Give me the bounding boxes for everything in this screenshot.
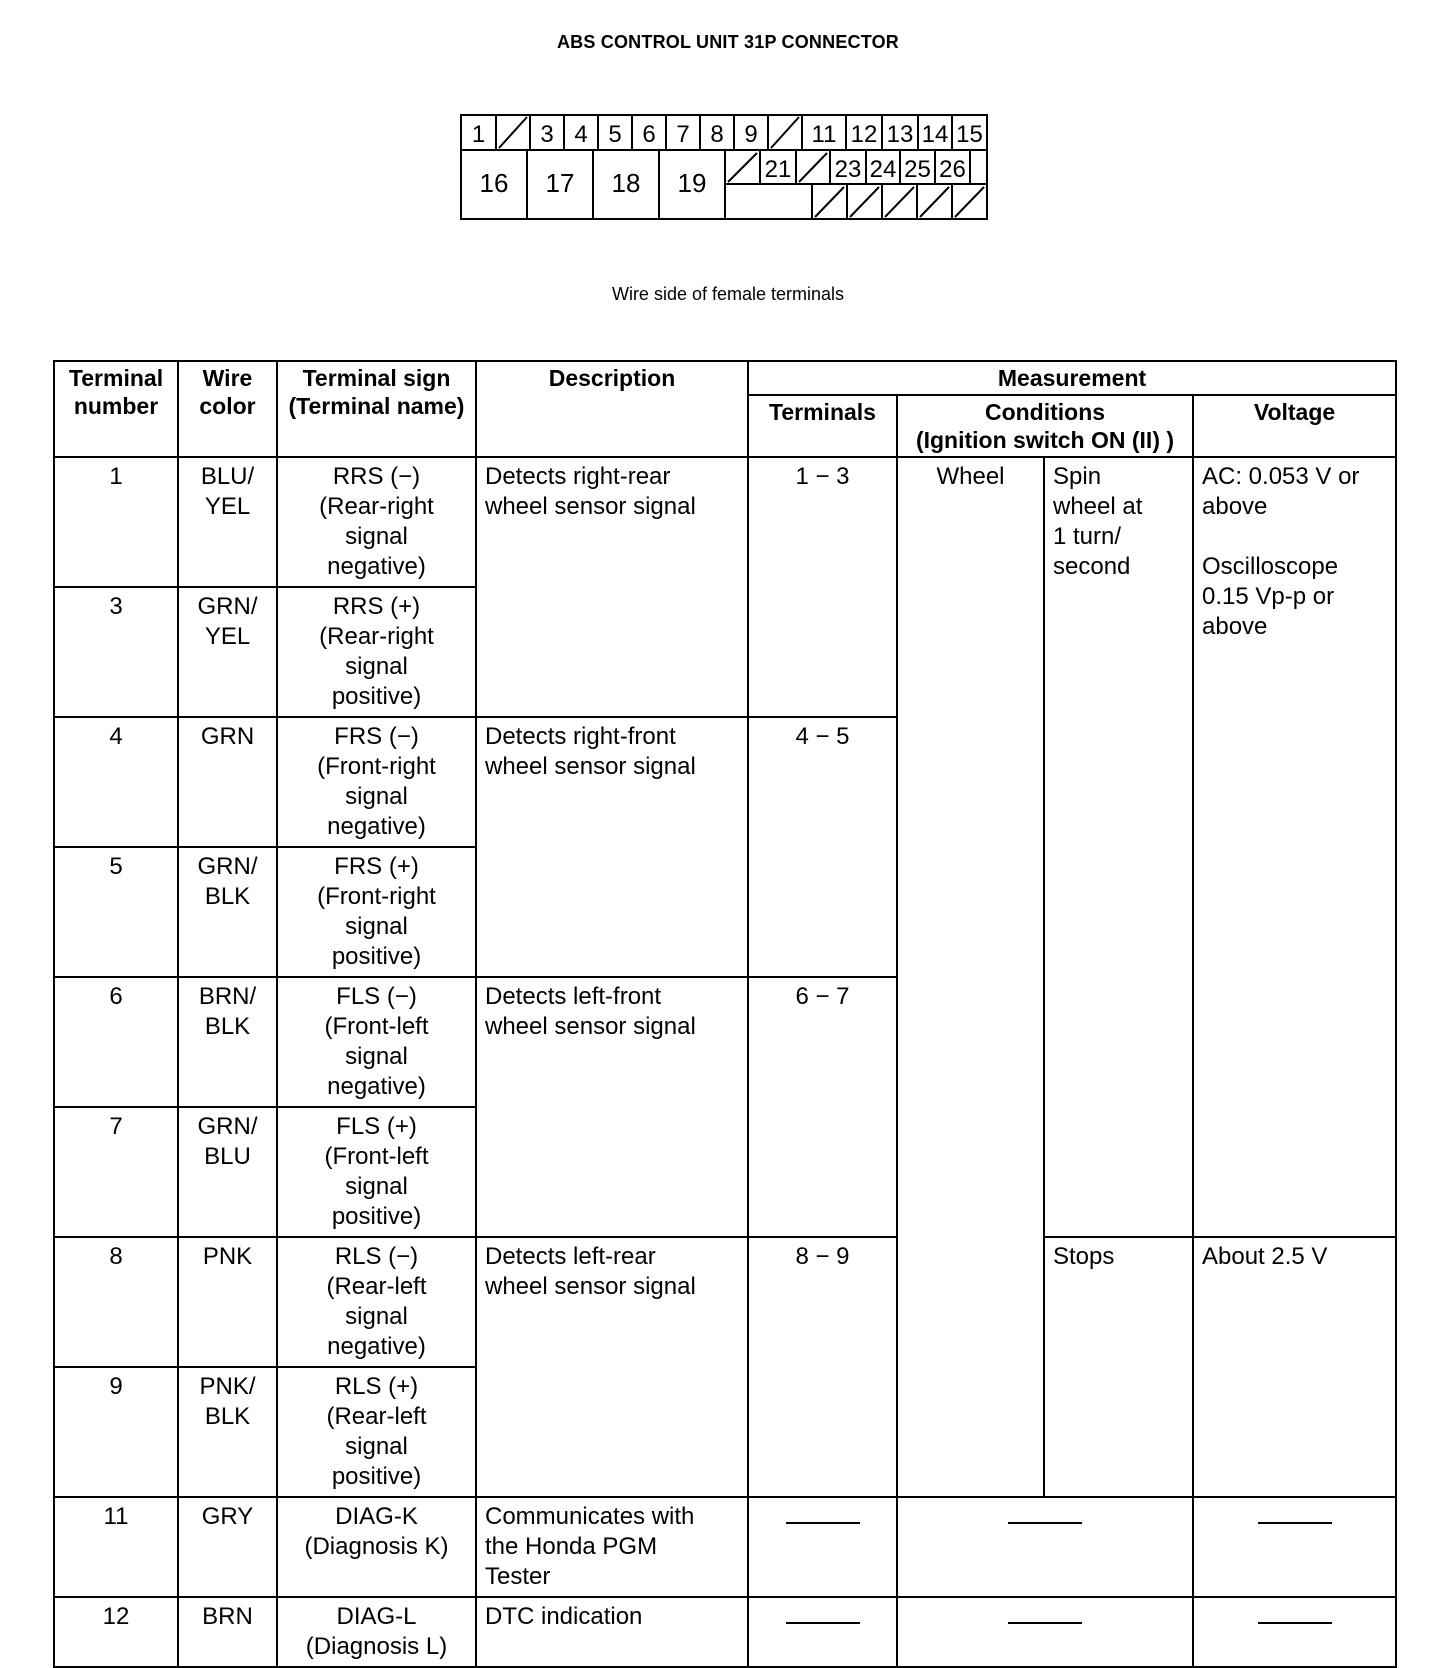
dash (786, 1522, 860, 1524)
description: Detects left-rear wheel sensor signal (476, 1237, 748, 1497)
pin-label: 14 (921, 121, 949, 148)
pin-label: 3 (540, 121, 554, 148)
voltage-blank (1193, 1597, 1396, 1667)
pin-label: 26 (939, 156, 966, 183)
dash (786, 1622, 860, 1624)
blank-pin-slash (955, 187, 984, 217)
blank-pin-slash (771, 117, 799, 148)
wire-color: PNK (178, 1237, 277, 1367)
pin-label: 8 (710, 121, 724, 148)
condition-blank (897, 1497, 1193, 1597)
terminal-number: 1 (54, 457, 178, 587)
diagram-caption: Wire side of female terminals (611, 284, 845, 304)
terminal-number: 12 (54, 1597, 178, 1667)
measurement-terminals: 8 − 9 (748, 1237, 897, 1497)
terminal-sign: FRS (−) (Front-right signal negative) (277, 717, 476, 847)
pin-label: 18 (611, 168, 641, 198)
terminal-table (53, 360, 1397, 1668)
pin-label: 11 (811, 121, 837, 148)
voltage-spin: AC: 0.053 V or above Oscilloscope 0.15 Vp-p or above (1193, 457, 1396, 1237)
pin-label: 1 (471, 121, 486, 148)
header-description: Description (476, 361, 748, 457)
table-row (54, 1237, 1396, 1367)
terminal-number: 9 (54, 1367, 178, 1497)
condition-wheel: Wheel (897, 457, 1044, 1497)
pin-label: 5 (608, 121, 622, 148)
terminal-number: 11 (54, 1497, 178, 1597)
blank-pin-slash (799, 153, 827, 182)
terminal-number: 3 (54, 587, 178, 717)
header-terminal-number: Terminal number (54, 361, 178, 457)
pin-label: 19 (677, 168, 707, 198)
connector-diagram (460, 114, 990, 222)
blank-pin-slash (815, 187, 844, 217)
header-terminal-sign: Terminal sign (Terminal name) (277, 361, 476, 457)
wire-color: BLU/ YEL (178, 457, 277, 587)
dash (1258, 1522, 1332, 1524)
terminal-sign: FLS (+) (Front-left signal positive) (277, 1107, 476, 1237)
pin-label: 23 (834, 156, 862, 183)
pin-label: 4 (574, 121, 588, 148)
pin-label: 21 (764, 156, 792, 183)
terminal-number: 8 (54, 1237, 178, 1367)
wire-color: BRN/ BLK (178, 977, 277, 1107)
blank-pin-slash (850, 187, 879, 217)
pin-label: 16 (479, 168, 509, 198)
wire-color: GRN/ YEL (178, 587, 277, 717)
voltage-stops: About 2.5 V (1193, 1237, 1396, 1497)
wire-color: GRN/ BLU (178, 1107, 277, 1237)
terminal-sign: FLS (−) (Front-left signal negative) (277, 977, 476, 1107)
terminal-number: 5 (54, 847, 178, 977)
pin-label: 15 (956, 121, 983, 148)
terminal-sign: RRS (+) (Rear-right signal positive) (277, 587, 476, 717)
dash (1008, 1522, 1082, 1524)
pin-label: 24 (869, 156, 897, 183)
table-row (54, 1497, 1396, 1597)
blank-pin-slash (885, 187, 914, 217)
terminal-sign: FRS (+) (Front-right signal positive) (277, 847, 476, 977)
voltage-blank (1193, 1497, 1396, 1597)
condition-blank (897, 1597, 1193, 1667)
pin-label: 7 (676, 121, 690, 148)
wire-color: GRN (178, 717, 277, 847)
measurement-terminals-blank (748, 1597, 897, 1667)
measurement-terminals: 6 − 7 (748, 977, 897, 1237)
header-measurement: Measurement (748, 361, 1396, 395)
condition-spin: Spin wheel at 1 turn/ second (1044, 457, 1193, 1237)
description: DTC indication (476, 1597, 748, 1667)
measurement-terminals: 4 − 5 (748, 717, 897, 977)
measurement-terminals: 1 − 3 (748, 457, 897, 717)
header-conditions: Conditions (Ignition switch ON (II) ) (897, 395, 1193, 457)
description: Communicates with the Honda PGM Tester (476, 1497, 748, 1597)
blank-pin-slash (728, 153, 757, 182)
pin-label: 25 (904, 156, 931, 183)
terminal-sign: DIAG-K (Diagnosis K) (277, 1497, 476, 1597)
terminal-number: 7 (54, 1107, 178, 1237)
pin-label: 6 (642, 121, 656, 148)
wire-color: GRY (178, 1497, 277, 1597)
table-row (54, 457, 1396, 587)
dash (1258, 1622, 1332, 1624)
pin-label: 17 (545, 168, 575, 198)
terminal-sign: RRS (−) (Rear-right signal negative) (277, 457, 476, 587)
table-row (54, 1597, 1396, 1667)
condition-stops: Stops (1044, 1237, 1193, 1497)
header-voltage: Voltage (1193, 395, 1396, 457)
header-wire-color: Wire color (178, 361, 277, 457)
measurement-terminals-blank (748, 1497, 897, 1597)
blank-pin-slash (499, 117, 527, 148)
blank-pin-slash (920, 187, 949, 217)
pin-label: 12 (850, 121, 878, 148)
header-terminals: Terminals (748, 395, 897, 457)
pin-label: 9 (744, 121, 758, 148)
page-title: ABS CONTROL UNIT 31P CONNECTOR (556, 32, 900, 52)
description: Detects left-front wheel sensor signal (476, 977, 748, 1237)
terminal-sign: RLS (−) (Rear-left signal negative) (277, 1237, 476, 1367)
terminal-number: 6 (54, 977, 178, 1107)
wire-color: PNK/ BLK (178, 1367, 277, 1497)
description: Detects right-front wheel sensor signal (476, 717, 748, 977)
wire-color: GRN/ BLK (178, 847, 277, 977)
description: Detects right-rear wheel sensor signal (476, 457, 748, 717)
terminal-sign: RLS (+) (Rear-left signal positive) (277, 1367, 476, 1497)
dash (1008, 1622, 1082, 1624)
terminal-number: 4 (54, 717, 178, 847)
terminal-sign: DIAG-L (Diagnosis L) (277, 1597, 476, 1667)
wire-color: BRN (178, 1597, 277, 1667)
pin-label: 13 (886, 121, 914, 148)
